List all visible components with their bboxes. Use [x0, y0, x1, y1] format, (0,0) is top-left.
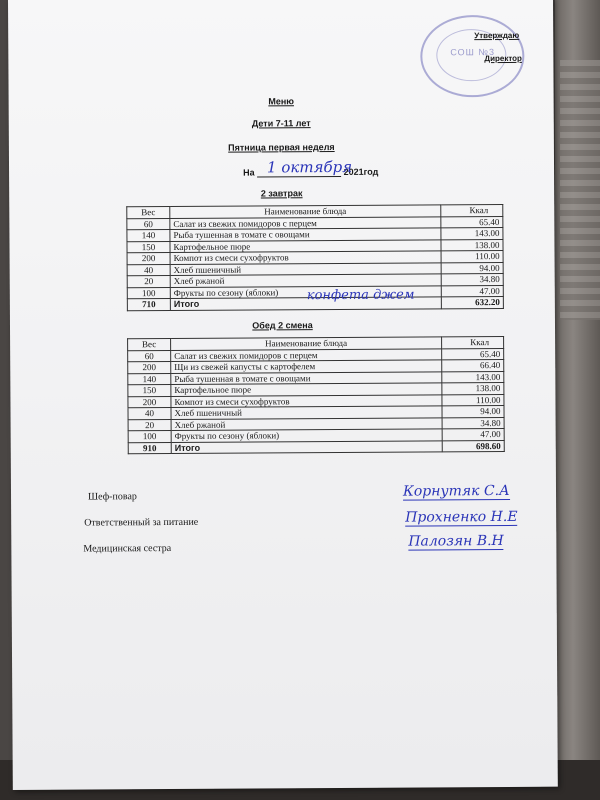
dish-name-cell: Компот из смеси сухофруктов — [170, 251, 441, 264]
weight-cell: 150 — [127, 241, 170, 253]
weight-cell: 40 — [128, 408, 171, 420]
handwritten-note: конфета джем — [306, 287, 415, 304]
kcal-cell: 66.40 — [442, 359, 504, 371]
kcal-cell: Ккал — [442, 336, 504, 348]
dish-name-cell: Компот из смеси сухофруктов — [171, 394, 442, 407]
dish-name-cell: Хлеб пшеничный — [170, 262, 441, 275]
kcal-cell: 143.00 — [442, 371, 504, 383]
approval-label: Утверждаю — [474, 30, 520, 41]
weight-cell: 20 — [127, 276, 170, 288]
signature-role: Медицинская сестра — [83, 543, 172, 555]
weight-cell: 200 — [128, 362, 171, 374]
handwritten-date: 1 октября — [266, 157, 353, 177]
dish-name-cell: Салат из свежих помидоров с перцем — [170, 216, 441, 229]
dish-name-cell: Рыба тушенная в томате с овощами — [171, 371, 442, 384]
dish-name-cell: Итого — [171, 440, 442, 453]
signature: Прохненко Н.Е — [405, 508, 518, 526]
director-label: Директор — [484, 53, 522, 64]
kcal-cell: 143.00 — [441, 227, 503, 239]
menu-sheet — [8, 0, 558, 790]
weight-cell: 710 — [127, 299, 170, 311]
lunch-table — [127, 336, 505, 454]
dish-name-cell: Салат из свежих помидоров с перцем — [171, 348, 442, 361]
dish-name-cell: Итого — [170, 297, 441, 310]
signature-role: Ответственный за питание — [84, 516, 199, 529]
weight-cell: 200 — [127, 253, 170, 265]
stamp-text: СОШ №3 — [450, 47, 496, 58]
age-group: Дети 7-11 лет — [251, 118, 311, 129]
breakfast-title: 2 завтрак — [260, 188, 303, 199]
kcal-cell: 110.00 — [441, 250, 503, 262]
signature-role: Шеф-повар — [88, 491, 137, 503]
kcal-cell: 138.00 — [442, 382, 504, 394]
weight-cell: Вес — [128, 339, 171, 351]
date-prefix: На — [243, 167, 255, 178]
kcal-cell: 698.60 — [442, 440, 504, 452]
total-row — [128, 440, 504, 454]
dish-name-cell: Наименование блюда — [171, 337, 442, 350]
kcal-cell: 34.80 — [442, 417, 504, 429]
kcal-cell: 94.00 — [442, 405, 504, 417]
weight-cell: 60 — [127, 218, 170, 230]
weight-cell: 60 — [128, 350, 171, 362]
kcal-cell: 632.20 — [441, 296, 503, 308]
kcal-cell: 47.00 — [442, 428, 504, 440]
dish-name-cell: Наименование блюда — [170, 205, 441, 218]
weight-cell: 200 — [128, 396, 171, 408]
date-suffix: 2021год — [343, 166, 379, 177]
weight-cell: 140 — [128, 373, 171, 385]
weight-cell: 150 — [128, 385, 171, 397]
kcal-cell: 65.40 — [442, 348, 504, 360]
kcal-cell: 94.00 — [441, 262, 503, 274]
weight-cell: Вес — [127, 207, 170, 219]
kcal-cell: Ккал — [441, 204, 503, 216]
dish-name-cell: Хлеб пшеничный — [171, 406, 442, 419]
dish-name-cell: Рыба тушенная в томате с овощами — [170, 228, 441, 241]
weight-cell: 100 — [127, 287, 170, 299]
kcal-cell: 47.00 — [441, 285, 503, 297]
dish-name-cell: Картофельное пюре — [170, 239, 441, 252]
signature: Палозян В.Н — [408, 532, 504, 550]
kcal-cell: 65.40 — [441, 216, 503, 228]
desk-background — [560, 60, 600, 320]
dish-name-cell: Фрукты по сезону (яблоки) — [171, 429, 442, 442]
lunch-title: Обед 2 смена — [252, 320, 313, 331]
weight-cell: 100 — [128, 431, 171, 443]
signature: Корнутяк С.А — [402, 482, 510, 500]
kcal-cell: 110.00 — [442, 394, 504, 406]
dish-name-cell: Хлеб ржаной — [170, 274, 441, 287]
dish-name-cell: Хлеб ржаной — [171, 417, 442, 430]
day-label: Пятница первая неделя — [228, 142, 335, 153]
weight-cell: 40 — [127, 264, 170, 276]
dish-name-cell: Щи из свежей капусты с картофелем — [171, 360, 442, 373]
weight-cell: 140 — [127, 230, 170, 242]
kcal-cell: 34.80 — [441, 273, 503, 285]
page-title: Меню — [268, 96, 294, 107]
dish-name-cell: Фрукты по сезону (яблоки) — [170, 285, 441, 298]
weight-cell: 910 — [128, 442, 171, 454]
dish-name-cell: Картофельное пюре — [171, 383, 442, 396]
kcal-cell: 138.00 — [441, 239, 503, 251]
weight-cell: 20 — [128, 419, 171, 431]
